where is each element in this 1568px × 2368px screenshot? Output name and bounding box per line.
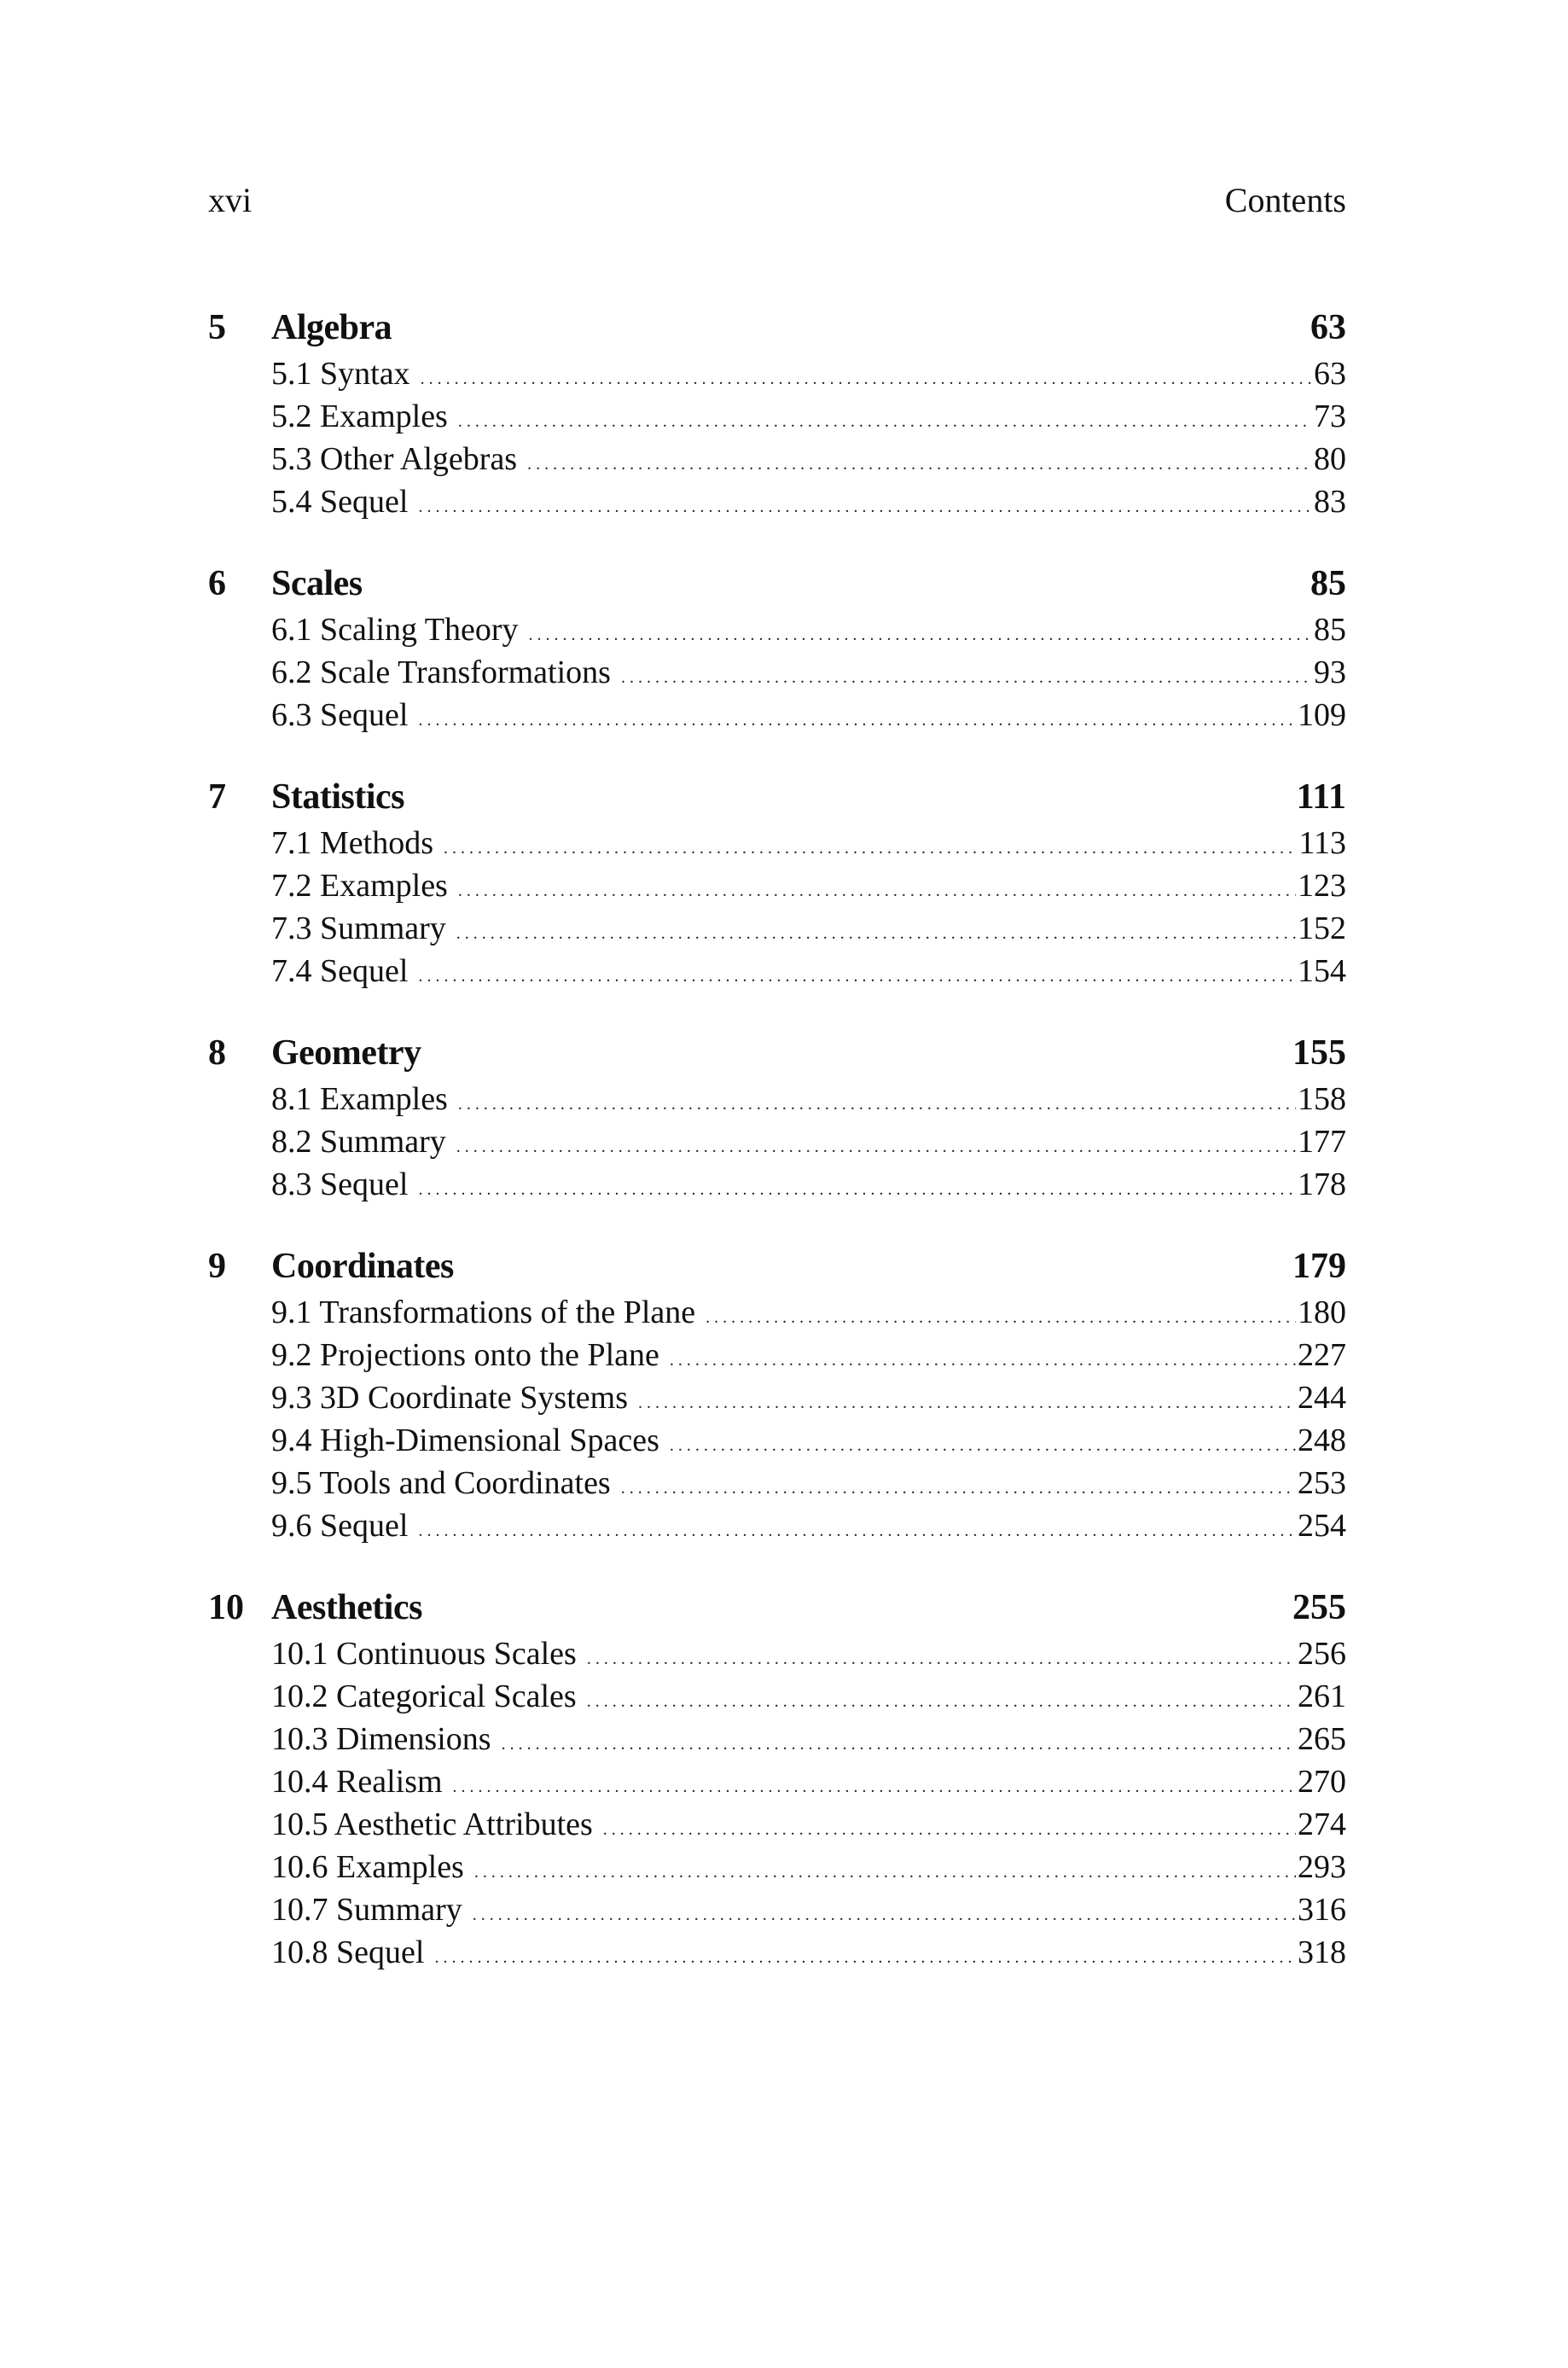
toc-entry <box>271 1376 1346 1419</box>
dot-leader <box>458 395 1312 443</box>
chapter-heading <box>208 303 1346 352</box>
toc-chapter <box>208 1028 1346 1206</box>
section-label: 10.4 Realism <box>271 1764 443 1800</box>
section-label: 9.4 High-Dimensional Spaces <box>271 1423 659 1458</box>
section-page: 254 <box>1298 1508 1346 1544</box>
toc-entry <box>271 1462 1346 1504</box>
dot-leader <box>458 864 1296 912</box>
dot-leader <box>458 1078 1296 1126</box>
section-label: 7.3 Summary <box>271 911 446 946</box>
section-label: 8.3 Sequel <box>271 1167 409 1202</box>
toc-entry <box>271 1078 1346 1120</box>
section-label: 7.4 Sequel <box>271 953 409 989</box>
section-page: 244 <box>1298 1380 1346 1416</box>
dot-leader <box>473 1888 1296 1936</box>
section-page: 316 <box>1298 1892 1346 1928</box>
section-label: 5.3 Other Algebras <box>271 441 518 477</box>
toc-chapter <box>208 1242 1346 1547</box>
chapter-title: Statistics <box>271 777 404 817</box>
section-label: 10.6 Examples <box>271 1849 464 1885</box>
section-page: 180 <box>1298 1295 1346 1330</box>
chapter-title: Geometry <box>271 1033 421 1073</box>
chapter-title: Algebra <box>271 308 392 347</box>
section-page: 83 <box>1314 484 1346 520</box>
dot-leader <box>670 1334 1296 1382</box>
toc-entry <box>271 395 1346 438</box>
section-label: 10.8 Sequel <box>271 1935 425 1970</box>
chapter-heading <box>208 1028 1346 1078</box>
dot-leader <box>444 822 1297 870</box>
toc-entry <box>271 480 1346 523</box>
section-label: 7.1 Methods <box>271 825 433 861</box>
dot-leader <box>621 651 1312 699</box>
toc-entry <box>271 907 1346 950</box>
toc-entry <box>271 651 1346 694</box>
chapter-page: 155 <box>1292 1033 1346 1073</box>
chapter-heading <box>208 559 1346 608</box>
section-page: 256 <box>1298 1636 1346 1672</box>
toc-entry <box>271 1291 1346 1334</box>
section-label: 9.2 Projections onto the Plane <box>271 1337 659 1373</box>
section-label: 9.5 Tools and Coordinates <box>271 1465 611 1501</box>
section-label: 9.6 Sequel <box>271 1508 409 1544</box>
section-label: 8.1 Examples <box>271 1081 448 1117</box>
toc-entry <box>271 1760 1346 1803</box>
chapter-number: 6 <box>208 564 226 603</box>
section-label: 8.2 Summary <box>271 1124 446 1160</box>
chapter-title: Scales <box>271 564 363 603</box>
dot-leader <box>706 1291 1296 1339</box>
table-of-contents <box>208 303 1346 1974</box>
toc-entry <box>271 822 1346 864</box>
section-page: 113 <box>1298 825 1346 861</box>
toc-entry <box>271 694 1346 736</box>
toc-chapter <box>208 303 1346 523</box>
chapter-heading <box>208 1242 1346 1291</box>
toc-entry <box>271 1120 1346 1163</box>
dot-leader <box>418 480 1312 528</box>
section-page: 80 <box>1314 441 1346 477</box>
section-label: 5.4 Sequel <box>271 484 409 520</box>
section-label: 6.2 Scale Transformations <box>271 655 611 690</box>
section-page: 293 <box>1298 1849 1346 1885</box>
section-page: 253 <box>1298 1465 1346 1501</box>
section-page: 85 <box>1314 612 1346 648</box>
toc-entry <box>271 1846 1346 1888</box>
dot-leader <box>587 1632 1296 1680</box>
page-number: xvi <box>208 181 253 219</box>
dot-leader <box>502 1718 1296 1766</box>
dot-leader <box>418 950 1296 998</box>
dot-leader <box>670 1419 1296 1467</box>
section-page: 248 <box>1298 1423 1346 1458</box>
dot-leader <box>456 907 1296 955</box>
dot-leader <box>456 1120 1296 1168</box>
toc-entry <box>271 1504 1346 1547</box>
chapter-title: Coordinates <box>271 1247 454 1286</box>
chapter-heading <box>208 772 1346 822</box>
section-label: 9.3 3D Coordinate Systems <box>271 1380 628 1416</box>
chapter-number: 5 <box>208 308 226 347</box>
section-page: 318 <box>1298 1935 1346 1970</box>
chapter-page: 255 <box>1292 1588 1346 1627</box>
section-page: 73 <box>1314 399 1346 434</box>
toc-chapter <box>208 772 1346 992</box>
section-label: 6.1 Scaling Theory <box>271 612 519 648</box>
running-head <box>208 179 1346 222</box>
toc-entry <box>271 1334 1346 1376</box>
toc-entry <box>271 1632 1346 1675</box>
dot-leader <box>621 1462 1296 1510</box>
section-page: 270 <box>1298 1764 1346 1800</box>
section-label: 10.3 Dimensions <box>271 1721 491 1757</box>
chapter-page: 111 <box>1296 777 1346 817</box>
section-page: 123 <box>1298 868 1346 904</box>
section-page: 152 <box>1298 911 1346 946</box>
running-title: Contents <box>1224 181 1346 219</box>
chapter-heading <box>208 1583 1346 1632</box>
dot-leader <box>587 1675 1296 1723</box>
section-page: 265 <box>1298 1721 1346 1757</box>
dot-leader <box>421 352 1312 400</box>
toc-entry <box>271 352 1346 395</box>
dot-leader <box>638 1376 1296 1424</box>
section-page: 274 <box>1298 1807 1346 1842</box>
section-label: 6.3 Sequel <box>271 697 409 733</box>
section-page: 177 <box>1298 1124 1346 1160</box>
section-page: 261 <box>1298 1679 1346 1714</box>
section-label: 5.1 Syntax <box>271 356 410 392</box>
chapter-number: 7 <box>208 777 226 817</box>
toc-entry <box>271 1931 1346 1974</box>
toc-entry <box>271 1163 1346 1206</box>
chapter-title: Aesthetics <box>271 1588 422 1627</box>
dot-leader <box>529 608 1312 656</box>
toc-chapter <box>208 559 1346 736</box>
dot-leader <box>527 438 1312 486</box>
section-page: 227 <box>1298 1337 1346 1373</box>
dot-leader <box>418 1504 1296 1552</box>
toc-entry <box>271 1888 1346 1931</box>
section-label: 5.2 Examples <box>271 399 448 434</box>
chapter-page: 179 <box>1292 1247 1346 1286</box>
chapter-page: 63 <box>1310 308 1346 347</box>
section-page: 154 <box>1298 953 1346 989</box>
section-label: 9.1 Transformations of the Plane <box>271 1295 696 1330</box>
section-label: 7.2 Examples <box>271 868 448 904</box>
dot-leader <box>603 1803 1296 1851</box>
dot-leader <box>418 694 1296 742</box>
chapter-page: 85 <box>1310 564 1346 603</box>
toc-entry <box>271 1803 1346 1846</box>
dot-leader <box>474 1846 1296 1894</box>
toc-entry <box>271 608 1346 651</box>
toc-entry <box>271 438 1346 480</box>
toc-entry <box>271 1718 1346 1760</box>
section-page: 93 <box>1314 655 1346 690</box>
toc-entry <box>271 1675 1346 1718</box>
section-label: 10.2 Categorical Scales <box>271 1679 577 1714</box>
toc-entry <box>271 1419 1346 1462</box>
chapter-number: 9 <box>208 1247 226 1286</box>
section-page: 158 <box>1298 1081 1346 1117</box>
toc-entry <box>271 950 1346 992</box>
toc-entry <box>271 864 1346 907</box>
section-page: 63 <box>1314 356 1346 392</box>
dot-leader <box>418 1163 1296 1211</box>
dot-leader <box>434 1931 1296 1979</box>
section-label: 10.7 Summary <box>271 1892 462 1928</box>
section-page: 178 <box>1298 1167 1346 1202</box>
section-label: 10.5 Aesthetic Attributes <box>271 1807 593 1842</box>
section-page: 109 <box>1298 697 1346 733</box>
chapter-number: 10 <box>208 1588 244 1627</box>
chapter-number: 8 <box>208 1033 226 1073</box>
dot-leader <box>453 1760 1296 1808</box>
toc-chapter <box>208 1583 1346 1974</box>
section-label: 10.1 Continuous Scales <box>271 1636 577 1672</box>
